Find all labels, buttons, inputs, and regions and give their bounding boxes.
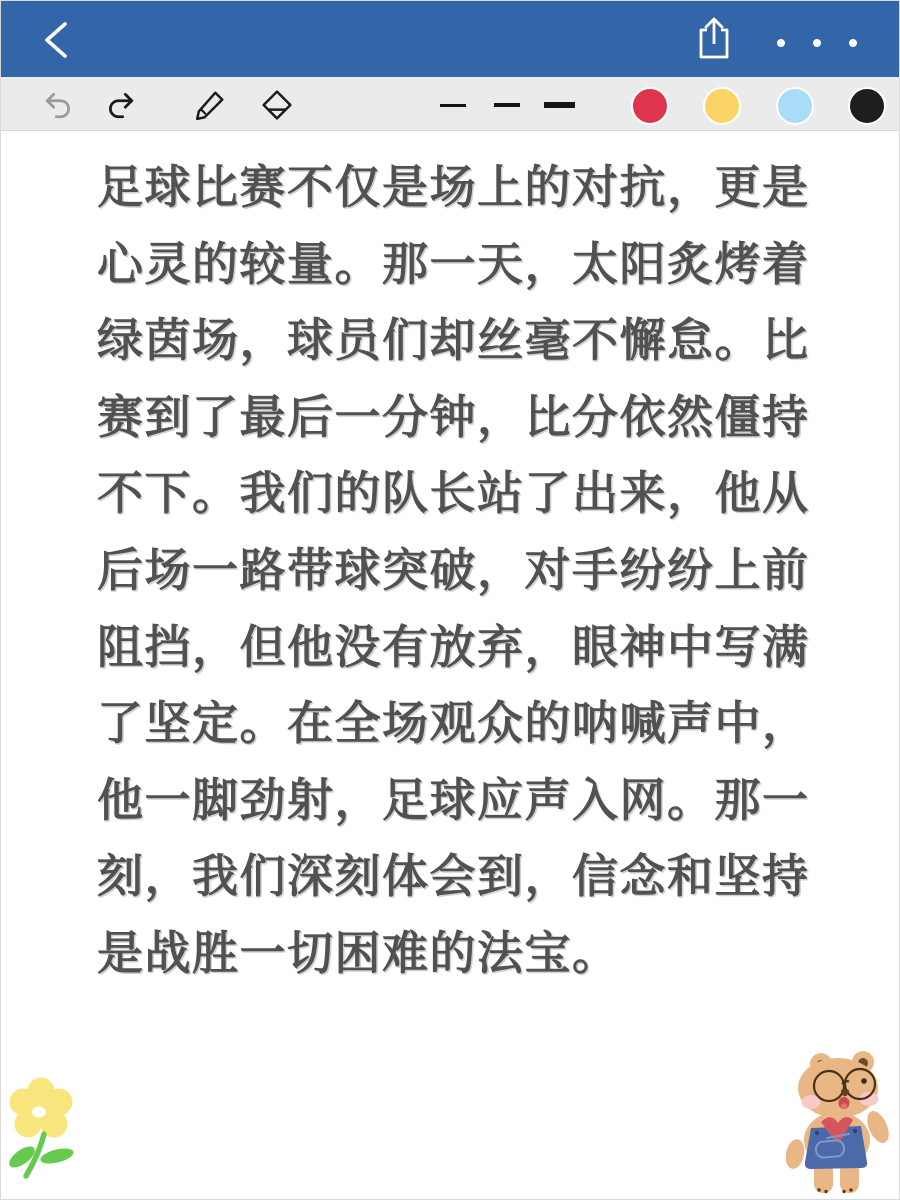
color-swatch-light-blue[interactable] xyxy=(776,87,814,125)
chevron-left-icon xyxy=(40,20,74,60)
thick-line-icon xyxy=(544,102,575,109)
back-button[interactable] xyxy=(40,18,80,62)
undo-icon xyxy=(43,89,75,121)
share-icon xyxy=(694,15,734,63)
share-button[interactable] xyxy=(694,14,736,64)
note-line: 心灵的较量。那一天，太阳炙烤着 xyxy=(97,237,810,290)
ellipsis-icon xyxy=(813,39,821,47)
stroke-width-medium-button[interactable] xyxy=(494,93,528,117)
ellipsis-icon xyxy=(777,39,785,47)
pencil-icon xyxy=(194,89,226,121)
top-navbar xyxy=(0,0,900,77)
note-line: 足球比赛不仅是场上的对抗，更是 xyxy=(97,161,810,213)
note-line: 不下。我们的队长站了出来，他从 xyxy=(97,467,810,520)
color-swatch-red[interactable] xyxy=(631,87,669,125)
more-options-button[interactable] xyxy=(772,28,862,58)
yellow-flower-icon xyxy=(5,1076,77,1188)
pen-tool-button[interactable] xyxy=(194,88,228,122)
eraser-icon xyxy=(261,89,293,121)
bear-sticker[interactable] xyxy=(781,1050,893,1198)
undo-button[interactable] xyxy=(43,88,77,122)
medium-line-icon xyxy=(494,103,520,108)
note-text-block xyxy=(97,149,837,992)
stroke-width-thin-button[interactable] xyxy=(440,93,474,117)
eraser-tool-button[interactable] xyxy=(261,88,295,122)
bear-with-glasses-icon xyxy=(781,1050,893,1198)
note-line: 后场一路带球突破，对手纷纷上前 xyxy=(97,543,810,596)
note-line: 绿茵场，球员们却丝毫不懈怠。比 xyxy=(97,314,810,367)
note-canvas[interactable] xyxy=(0,131,900,1200)
note-line: 刻，我们深刻体会到，信念和坚持 xyxy=(97,850,810,903)
note-line: 他一脚劲射，足球应声入网。那一 xyxy=(97,773,810,826)
redo-button[interactable] xyxy=(104,88,138,122)
flower-sticker[interactable] xyxy=(5,1076,77,1188)
note-line: 了坚定。在全场观众的呐喊声中， xyxy=(97,697,810,750)
note-line: 是战胜一切困难的法宝。 xyxy=(97,926,620,979)
note-line: 阻挡，但他没有放弃，眼神中写满 xyxy=(97,620,810,673)
thin-line-icon xyxy=(440,104,466,107)
stroke-width-thick-button[interactable] xyxy=(544,93,578,117)
redo-icon xyxy=(104,89,136,121)
ellipsis-icon xyxy=(849,39,857,47)
color-swatch-yellow[interactable] xyxy=(703,87,741,125)
color-swatch-black[interactable] xyxy=(848,87,886,125)
note-line: 赛到了最后一分钟，比分依然僵持 xyxy=(97,390,810,443)
